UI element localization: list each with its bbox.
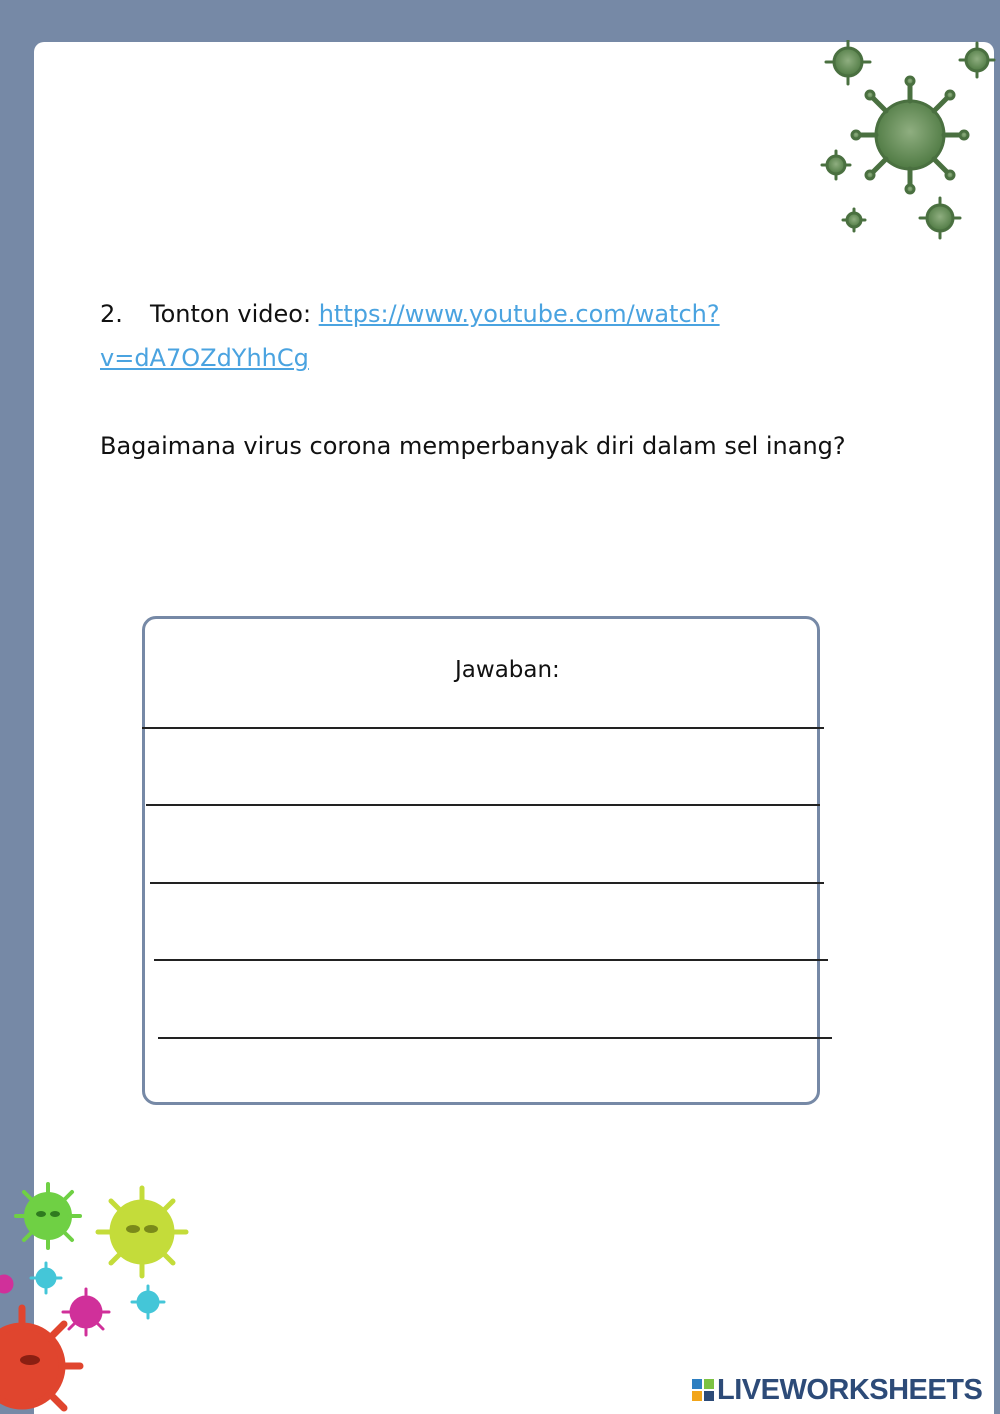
liveworksheets-mark-icon	[692, 1379, 714, 1401]
green-virus-cluster-icon	[820, 40, 1000, 240]
question-text: Bagaimana virus corona memperbanyak diri dalam sel inang?	[100, 432, 846, 460]
video-link-continued[interactable]: v=dA7OZdYhhCg	[100, 344, 309, 372]
answer-line[interactable]	[158, 1037, 832, 1039]
answer-box[interactable]	[142, 616, 820, 1105]
answer-line[interactable]	[146, 804, 820, 806]
prompt-prefix: Tonton video:	[150, 300, 319, 328]
liveworksheets-logo	[692, 1374, 982, 1406]
answer-line[interactable]	[154, 959, 828, 961]
logo-text: LIVEWORKSHEETS	[717, 1373, 983, 1406]
question-number: 2.	[100, 300, 123, 328]
question-prompt-continued	[100, 344, 309, 372]
video-link[interactable]: https://www.youtube.com/watch?	[318, 300, 720, 328]
question-prompt	[150, 300, 720, 328]
answer-title: Jawaban:	[455, 657, 560, 683]
colorful-virus-cluster-icon	[0, 1180, 200, 1414]
answer-line[interactable]	[142, 727, 824, 729]
answer-line[interactable]	[150, 882, 824, 884]
